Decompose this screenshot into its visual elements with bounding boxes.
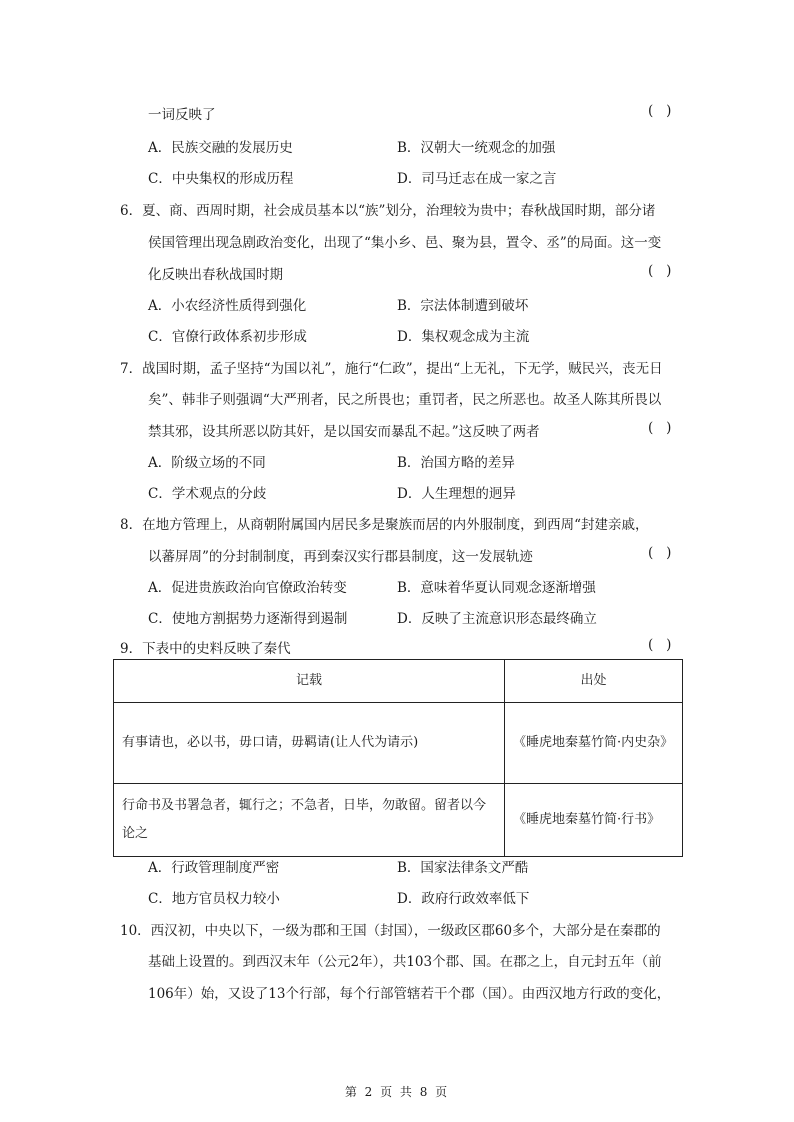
q8-stem-line-1: 8．在地方管理上，从商朝附属国内居民多是聚族而居的内外服制度，到西周“封建亲戚， [120, 517, 649, 533]
q10-stem-line-3: 106年）始，又设了13个行部，每个行部管辖若干个郡（国）。由西汉地方行政的变化， [148, 986, 671, 1002]
table-row [114, 784, 683, 857]
table-cell-source: 《睡虎地秦墓竹简·内史杂》 [505, 703, 683, 784]
q8-option-b: B．意味着华夏认同观念逐渐增强 [397, 580, 596, 596]
q9-source-table [113, 659, 683, 857]
q6-option-d: D．集权观念成为主流 [397, 329, 530, 345]
q9-option-b: B．国家法律条文严酷 [397, 860, 529, 876]
q7-option-b: B．治国方略的差异 [397, 455, 515, 471]
table-cell-record: 有事请也，必以书，毋口请，毋羁请(让人代为请示) [114, 703, 505, 784]
table-header-source: 出处 [505, 660, 683, 703]
table-header-row [114, 660, 683, 703]
q5-answer-paren: ( ) [648, 103, 672, 119]
q5-option-d: D．司马迁志在成一家之言 [397, 171, 557, 187]
q5-option-a: A．民族交融的发展历史 [148, 140, 293, 156]
q9-option-a: A．行政管理制度严密 [148, 860, 280, 876]
table-cell-record: 行命书及书署急者，辄行之；不急者，日毕，勿敢留。留者以今论之 [114, 784, 505, 857]
q8-option-a: A．促进贵族政治向官僚政治转变 [148, 580, 347, 596]
q10-stem-line-2: 基础上设置的。到西汉末年（公元2年），共103个郡、国。在郡之上，自元封五年（前 [148, 954, 662, 970]
q9-answer-paren: ( ) [648, 637, 672, 653]
q7-answer-paren: ( ) [648, 420, 672, 436]
q9-stem: 9．下表中的史料反映了秦代 [120, 641, 291, 657]
q7-option-d: D．人生理想的迥异 [397, 486, 516, 502]
q6-option-c: C．官僚行政体系初步形成 [148, 329, 307, 345]
q8-option-d: D．反映了主流意识形态最终确立 [397, 611, 597, 627]
q7-option-c: C．学术观点的分歧 [148, 486, 267, 502]
q6-option-a: A．小农经济性质得到强化 [148, 298, 307, 314]
q9-option-d: D．政府行政效率低下 [397, 891, 530, 907]
q6-stem-line-1: 6．夏、商、西周时期，社会成员基本以“族”划分，治理较为贵中；春秋战国时期，部分诸 [120, 203, 656, 219]
q7-option-a: A．阶级立场的不同 [148, 455, 266, 471]
q8-stem-line-2: 以蕃屏周”的分封制制度，再到秦汉实行郡县制度，这一发展轨迹 [148, 549, 533, 565]
q5-stem-continuation: 一词反映了 [148, 107, 216, 123]
q7-stem-line-2: 矣”、韩非子则强调“大严刑者，民之所畏也；重罚者，民之所恶也。故圣人陈其所畏以 [148, 392, 662, 408]
q8-answer-paren: ( ) [648, 545, 672, 561]
q6-stem-line-2: 侯国管理出现急剧政治变化，出现了“集小乡、邑、聚为县，置令、丞”的局面。这一变 [148, 235, 662, 251]
q6-answer-paren: ( ) [648, 263, 672, 279]
page-footer: 第 2 页 共 8 页 [344, 1085, 450, 1099]
q5-option-b: B．汉朝大一统观念的加强 [397, 140, 556, 156]
table-cell-source: 《睡虎地秦墓竹简·行书》 [505, 784, 683, 857]
q10-stem-line-1: 10．西汉初，中央以下，一级为郡和王国（封国），一级政区郡60多个，大部分是在秦郡的 [120, 923, 661, 939]
q6-option-b: B．宗法体制遭到破坏 [397, 298, 529, 314]
q7-stem-line-1: 7．战国时期，孟子坚持“为国以礼”，施行“仁政”，提出“上无礼，下无学，贼民兴，丧无日 [120, 361, 663, 377]
q6-stem-line-3: 化反映出春秋战国时期 [148, 267, 283, 283]
q7-stem-line-3: 禁其邪，设其所恶以防其奸，是以国安而暴乱不起。”这反映了两者 [148, 424, 540, 440]
q5-option-c: C．中央集权的形成历程 [148, 171, 294, 187]
table-row [114, 703, 683, 784]
table-header-record: 记载 [114, 660, 505, 703]
q9-option-c: C．地方官员权力较小 [148, 891, 280, 907]
q8-option-c: C．使地方割据势力逐渐得到遏制 [148, 611, 348, 627]
